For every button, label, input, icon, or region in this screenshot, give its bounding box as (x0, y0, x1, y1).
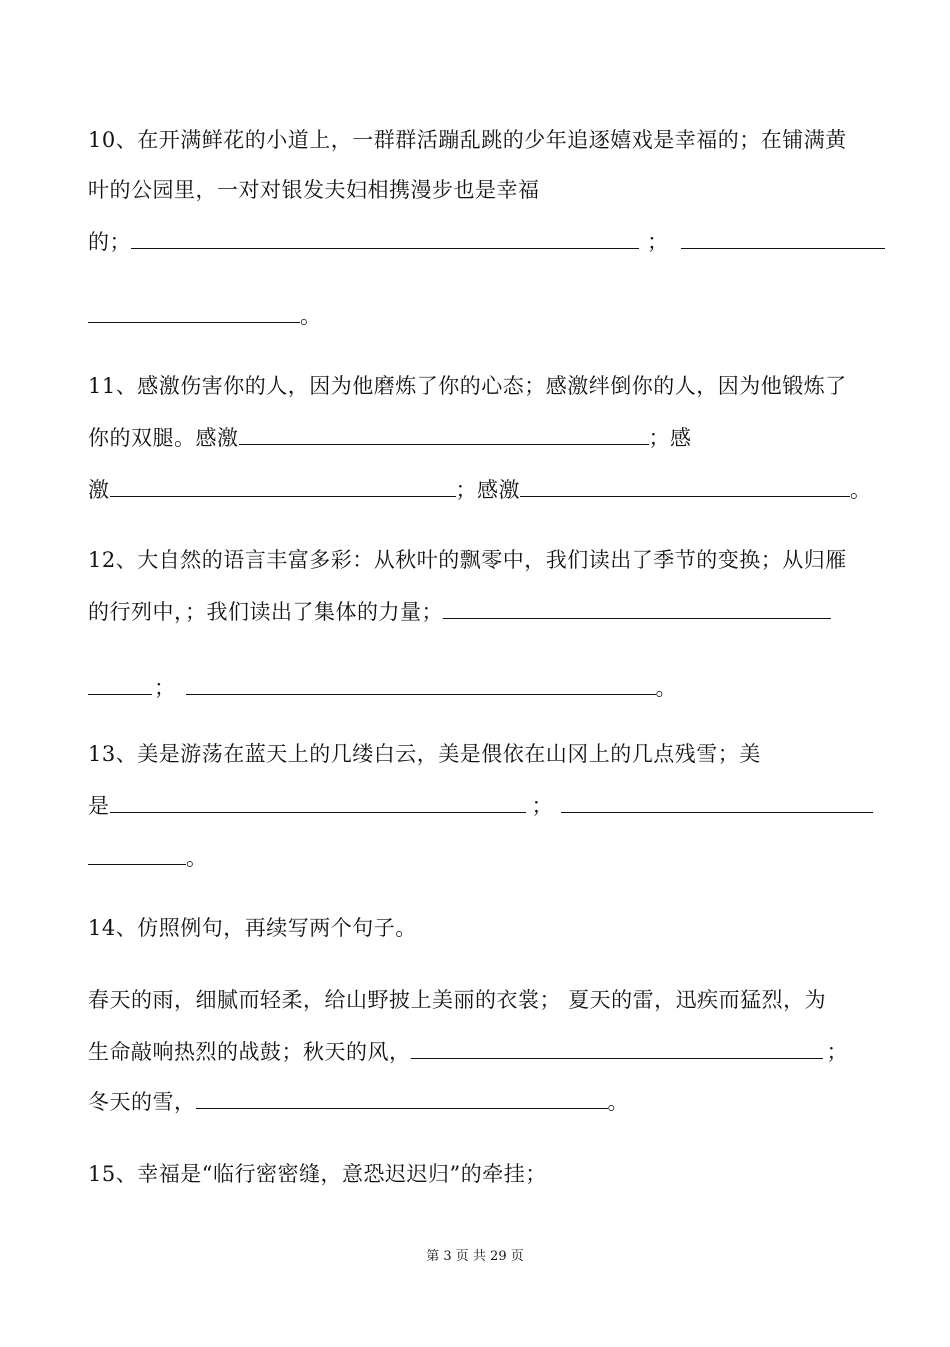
q14-line4-prefix: 冬天的雪， (88, 1090, 196, 1114)
q10-blank-1[interactable] (131, 226, 639, 249)
q12-blank-3[interactable] (186, 672, 656, 695)
q12-semicolon: ； (154, 676, 176, 700)
q11-blank-3[interactable] (520, 474, 850, 497)
q10-blank-2[interactable] (681, 226, 885, 249)
q15-line-1: 15、幸福是“临行密密缝，意恐迟迟归”的牵挂； (88, 1162, 547, 1186)
q10-blank-3[interactable] (88, 300, 300, 323)
q11-line3-prefix: 激 (88, 478, 110, 502)
q11-blank-1[interactable] (239, 422, 649, 445)
q12-prefix: 的行列中，；我们读出了集体的力量； (88, 600, 443, 624)
q11-prefix: 你的双腿。感激 (88, 426, 239, 450)
q11-line-3 (88, 474, 872, 504)
q14-semicolon: ； (826, 1040, 848, 1064)
q14-blank-2[interactable] (196, 1086, 608, 1109)
q12-period: 。 (655, 676, 677, 700)
q14-line3-prefix: 生命敲响热烈的战鼓；秋天的风， (88, 1040, 411, 1064)
q10-line-4 (88, 300, 322, 330)
q13-prefix: 是 (88, 794, 110, 818)
q12-line-3 (88, 672, 677, 702)
q14-blank-1[interactable] (411, 1036, 823, 1059)
q12-line-2 (88, 596, 831, 626)
q11-line-1: 11、感激伤害你的人，因为他磨炼了你的心态；感激绊倒你的人，因为他锻炼了 (88, 374, 847, 398)
q11-period: 。 (850, 478, 872, 502)
q14-line-1: 14、仿照例句，再续写两个句子。 (88, 916, 417, 940)
q10-period: 。 (300, 304, 322, 328)
q10-semicolon: ； (647, 230, 669, 254)
q13-blank-1[interactable] (110, 790, 526, 813)
q11-line-2 (88, 422, 692, 452)
q10-line-3 (88, 226, 885, 256)
q10-line-2: 叶的公园里，一对对银发夫妇相携漫步也是幸福 (88, 178, 540, 202)
q10-line-1: 10、在开满鲜花的小道上，一群群活蹦乱跳的少年追逐嬉戏是幸福的；在铺满黄 (88, 128, 847, 152)
q14-line-2: 春天的雨，细腻而轻柔，给山野披上美丽的衣裳； 夏天的雷，迅疾而猛烈，为 (88, 988, 827, 1012)
q13-blank-3[interactable] (88, 842, 186, 865)
q13-blank-2[interactable] (561, 790, 873, 813)
q14-line-3 (88, 1036, 848, 1066)
q14-period: 。 (607, 1090, 629, 1114)
q11-suffix: ；感 (648, 426, 692, 450)
q11-line3-mid: ；感激 (455, 478, 520, 502)
q12-blank-2[interactable] (88, 672, 152, 695)
q10-prefix: 的； (88, 230, 131, 254)
q13-line-2 (88, 790, 873, 820)
q13-line-3 (88, 842, 208, 872)
q13-semicolon: ； (531, 794, 553, 818)
page-number-footer: 第 3 页 共 29 页 (426, 1249, 524, 1264)
q13-line-1: 13、美是游荡在蓝天上的几缕白云，美是偎依在山冈上的几点残雪；美 (88, 742, 761, 766)
q14-line-4 (88, 1086, 629, 1116)
q13-period: 。 (186, 846, 208, 870)
q12-line-1: 12、大自然的语言丰富多彩：从秋叶的飘零中，我们读出了季节的变换；从归雁 (88, 548, 847, 572)
q11-blank-2[interactable] (110, 474, 456, 497)
q12-blank-1[interactable] (443, 596, 831, 619)
